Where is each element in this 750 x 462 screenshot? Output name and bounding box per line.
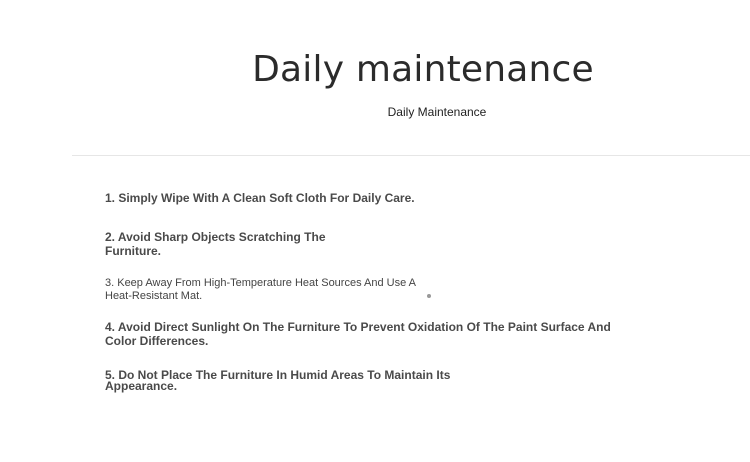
maintenance-item-5: 5. Do Not Place The Furniture In Humid Areas To Maintain Its Appearance. [105,368,451,393]
divider [72,155,750,156]
decorative-dot [427,294,431,298]
maintenance-item-3: 3. Keep Away From High-Temperature Heat Sources And Use A Heat-Resistant Mat. [105,277,416,302]
maintenance-item-1: 1. Simply Wipe With A Clean Soft Cloth For Daily Care. [105,191,415,205]
page-subtitle: Daily Maintenance [387,105,487,119]
maintenance-item-2: 2. Avoid Sharp Objects Scratching The Furniture. [105,230,326,258]
page-title: Daily maintenance [252,49,594,90]
maintenance-item-4: 4. Avoid Direct Sunlight On The Furniture To Prevent Oxidation Of The Paint Surface And Color Differences. [105,320,611,348]
